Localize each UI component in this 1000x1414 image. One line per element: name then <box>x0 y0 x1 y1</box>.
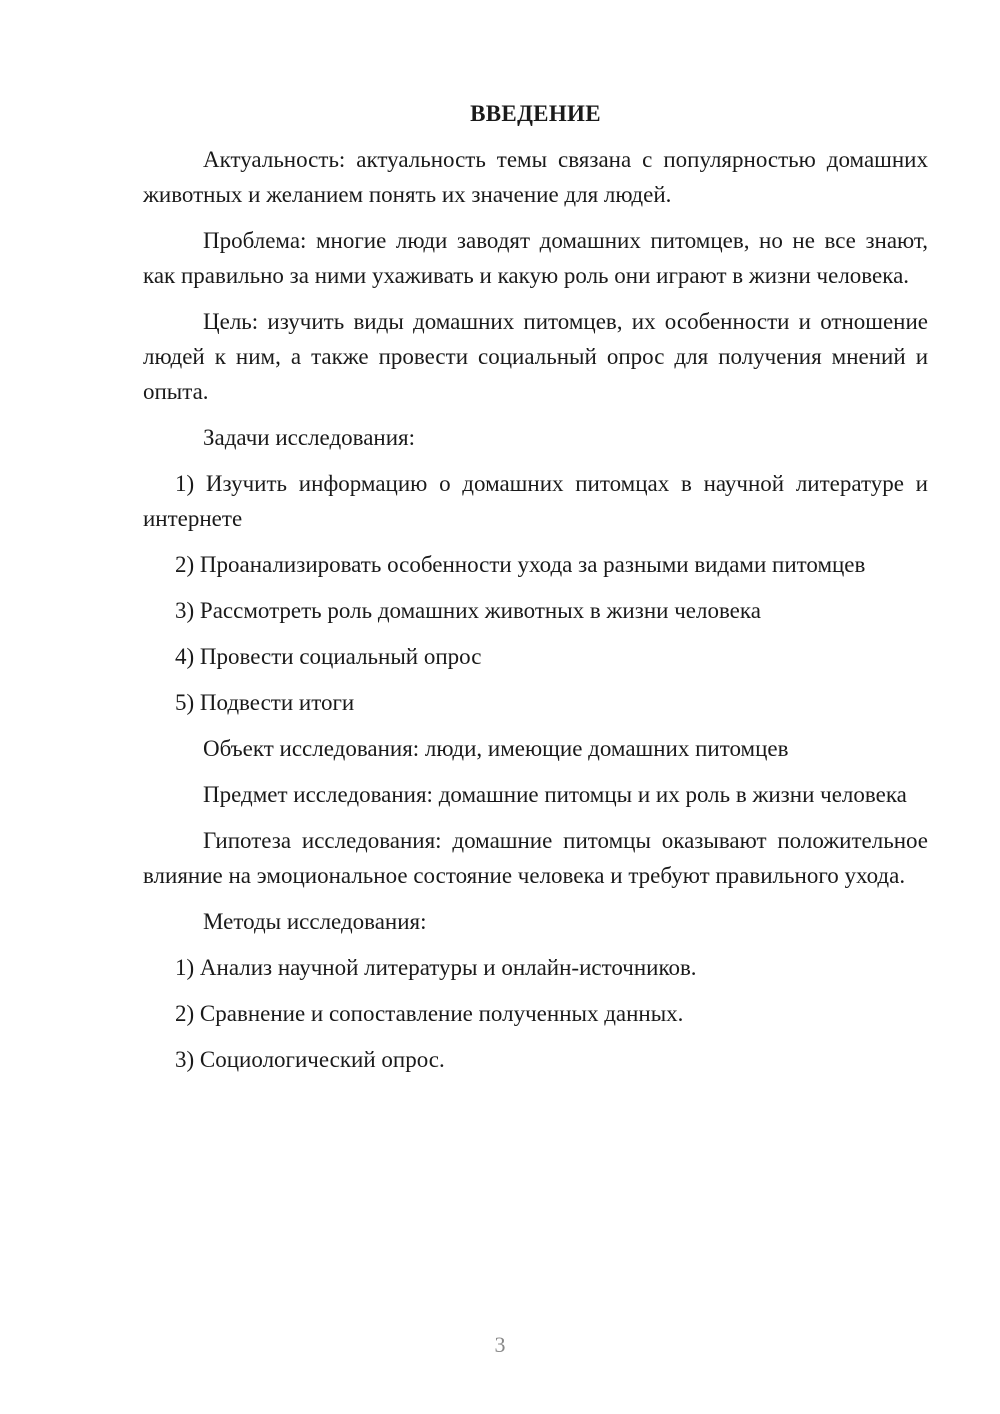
subject-paragraph: Предмет исследования: домашние питомцы и их роль в жизни человека <box>203 782 907 807</box>
task-item-1: 1) Изучить информацию о домашних питомцах в научной литературе и интернете <box>143 471 928 531</box>
task-item-5: 5) Подвести итоги <box>175 690 355 715</box>
method-item-3: 3) Социологический опрос. <box>175 1047 445 1072</box>
method-item-2: 2) Сравнение и сопоставление полученных данных. <box>175 1001 684 1026</box>
goal-paragraph: Цель: изучить виды домашних питомцев, их особенности и отношение людей к ним, а также провести социальный опрос для получения мнений и опыта. <box>143 309 928 404</box>
document-body <box>143 96 928 1088</box>
method-item-1: 1) Анализ научной литературы и онлайн-источников. <box>175 955 697 980</box>
page-title: ВВЕДЕНИЕ <box>470 101 601 126</box>
tasks-heading: Задачи исследования: <box>203 425 416 450</box>
methods-heading: Методы исследования: <box>203 909 427 934</box>
hypothesis-paragraph: Гипотеза исследования: домашние питомцы оказывают положительное влияние на эмоциональное состояние человека и требуют правильного ухода. <box>143 828 928 888</box>
task-item-3: 3) Рассмотреть роль домашних животных в жизни человека <box>175 598 761 623</box>
object-paragraph: Объект исследования: люди, имеющие домашних питомцев <box>203 736 789 761</box>
problem-paragraph: Проблема: многие люди заводят домашних питомцев, но не все знают, как правильно за ними ухаживать и какую роль они играют в жизни человека. <box>143 228 928 288</box>
task-item-4: 4) Провести социальный опрос <box>175 644 482 669</box>
page-number: 3 <box>494 1332 506 1357</box>
relevance-paragraph: Актуальность: актуальность темы связана с популярностью домашних животных и желанием понять их значение для людей. <box>143 147 928 207</box>
task-item-2: 2) Проанализировать особенности ухода за разными видами питомцев <box>175 552 866 577</box>
